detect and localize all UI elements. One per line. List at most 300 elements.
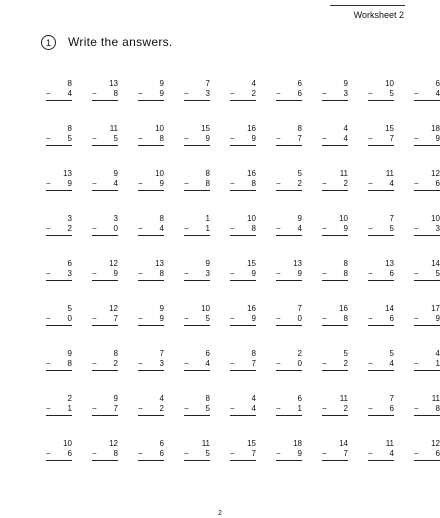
- answer-line[interactable]: [138, 404, 164, 416]
- subtraction-problem: [132, 169, 176, 214]
- answer-line[interactable]: [414, 134, 440, 146]
- minuend: 10: [385, 79, 394, 88]
- answer-line[interactable]: [368, 269, 394, 281]
- minuend: 16: [247, 124, 256, 133]
- answer-line[interactable]: [184, 134, 210, 146]
- minuend: 9: [67, 349, 72, 358]
- subtrahend: 5: [205, 404, 210, 413]
- answer-line[interactable]: [92, 314, 118, 326]
- minuend: 12: [431, 169, 440, 178]
- minuend: 6: [297, 79, 302, 88]
- answer-line[interactable]: [230, 224, 256, 236]
- minus-sign: −: [230, 449, 235, 458]
- subtraction-problem: [362, 394, 406, 439]
- minuend: 14: [431, 259, 440, 268]
- minus-sign: −: [184, 404, 189, 413]
- minus-sign: −: [368, 134, 373, 143]
- subtraction-problem: [270, 124, 314, 169]
- minuend: 2: [297, 349, 302, 358]
- subtraction-problem: [408, 124, 440, 169]
- page-number: 2: [218, 510, 222, 517]
- minuend: 11: [431, 394, 440, 403]
- minuend: 12: [109, 439, 118, 448]
- minus-sign: −: [92, 404, 97, 413]
- minuend: 11: [339, 394, 348, 403]
- subtrahend: 9: [159, 89, 164, 98]
- problem-grid: [40, 79, 440, 484]
- subtraction-problem: [40, 259, 84, 304]
- subtrahend: 3: [159, 359, 164, 368]
- subtraction-problem: [132, 304, 176, 349]
- minus-sign: −: [230, 89, 235, 98]
- minuend: 6: [159, 439, 164, 448]
- answer-line[interactable]: [322, 359, 348, 371]
- answer-line[interactable]: [230, 359, 256, 371]
- answer-line[interactable]: [368, 359, 394, 371]
- minus-sign: −: [184, 449, 189, 458]
- minuend: 6: [435, 79, 440, 88]
- minuend: 5: [67, 304, 72, 313]
- minus-sign: −: [322, 449, 327, 458]
- answer-line[interactable]: [138, 269, 164, 281]
- minuend: 4: [435, 349, 440, 358]
- subtrahend: 7: [113, 404, 118, 413]
- minus-sign: −: [92, 89, 97, 98]
- minus-sign: −: [230, 404, 235, 413]
- subtraction-problem: [408, 304, 440, 349]
- minus-sign: −: [322, 314, 327, 323]
- minus-sign: −: [138, 179, 143, 188]
- subtraction-problem: [316, 79, 360, 124]
- subtraction-problem: [132, 439, 176, 484]
- subtraction-problem: [408, 79, 440, 124]
- answer-line[interactable]: [276, 269, 302, 281]
- minuend: 5: [389, 349, 394, 358]
- subtrahend: 3: [435, 224, 440, 233]
- subtraction-problem: [40, 304, 84, 349]
- subtrahend: 9: [297, 449, 302, 458]
- minuend: 5: [297, 169, 302, 178]
- subtrahend: 9: [343, 224, 348, 233]
- answer-line[interactable]: [46, 314, 72, 326]
- minuend: 8: [67, 124, 72, 133]
- answer-line[interactable]: [46, 179, 72, 191]
- minuend: 18: [293, 439, 302, 448]
- minuend: 1: [205, 214, 210, 223]
- subtraction-problem: [316, 259, 360, 304]
- answer-line[interactable]: [322, 449, 348, 461]
- minus-sign: −: [138, 269, 143, 278]
- minuend: 10: [155, 124, 164, 133]
- minus-sign: −: [46, 269, 51, 278]
- answer-line[interactable]: [46, 449, 72, 461]
- subtrahend: 8: [159, 134, 164, 143]
- minuend: 9: [343, 79, 348, 88]
- subtraction-problem: [316, 124, 360, 169]
- answer-line[interactable]: [46, 269, 72, 281]
- minuend: 13: [63, 169, 72, 178]
- minus-sign: −: [322, 269, 327, 278]
- minuend: 12: [109, 259, 118, 268]
- answer-line[interactable]: [414, 224, 440, 236]
- minus-sign: −: [276, 269, 281, 278]
- subtraction-problem: [132, 259, 176, 304]
- minuend: 12: [109, 304, 118, 313]
- answer-line[interactable]: [92, 89, 118, 101]
- minus-sign: −: [230, 314, 235, 323]
- answer-line[interactable]: [184, 224, 210, 236]
- subtrahend: 8: [435, 404, 440, 413]
- subtraction-problem: [224, 304, 268, 349]
- subtrahend: 4: [251, 404, 256, 413]
- subtrahend: 8: [251, 179, 256, 188]
- minuend: 12: [431, 439, 440, 448]
- answer-line[interactable]: [184, 269, 210, 281]
- minuend: 8: [159, 214, 164, 223]
- subtraction-problem: [178, 79, 222, 124]
- subtraction-problem: [408, 394, 440, 439]
- answer-line[interactable]: [322, 134, 348, 146]
- answer-line[interactable]: [414, 449, 440, 461]
- subtraction-problem: [40, 79, 84, 124]
- answer-line[interactable]: [230, 314, 256, 326]
- subtrahend: 8: [343, 269, 348, 278]
- minus-sign: −: [322, 134, 327, 143]
- subtrahend: 6: [159, 449, 164, 458]
- minuend: 6: [205, 349, 210, 358]
- minuend: 9: [159, 79, 164, 88]
- answer-line[interactable]: [276, 314, 302, 326]
- minuend: 7: [297, 304, 302, 313]
- minuend: 8: [205, 169, 210, 178]
- problem-row: [40, 349, 440, 394]
- minus-sign: −: [368, 269, 373, 278]
- subtraction-problem: [86, 439, 130, 484]
- subtrahend: 1: [205, 224, 210, 233]
- answer-line[interactable]: [92, 179, 118, 191]
- subtrahend: 5: [389, 224, 394, 233]
- answer-line[interactable]: [276, 134, 302, 146]
- answer-line[interactable]: [92, 134, 118, 146]
- answer-line[interactable]: [368, 224, 394, 236]
- minus-sign: −: [276, 89, 281, 98]
- subtraction-problem: [270, 79, 314, 124]
- minus-sign: −: [368, 179, 373, 188]
- minuend: 16: [247, 304, 256, 313]
- answer-line[interactable]: [138, 359, 164, 371]
- answer-line[interactable]: [276, 404, 302, 416]
- minuend: 8: [205, 394, 210, 403]
- subtrahend: 9: [251, 269, 256, 278]
- subtrahend: 4: [435, 89, 440, 98]
- subtrahend: 9: [251, 134, 256, 143]
- answer-line[interactable]: [46, 404, 72, 416]
- minuend: 7: [389, 394, 394, 403]
- minuend: 11: [201, 439, 210, 448]
- answer-line[interactable]: [230, 269, 256, 281]
- answer-line[interactable]: [138, 224, 164, 236]
- answer-line[interactable]: [230, 404, 256, 416]
- answer-line[interactable]: [414, 89, 440, 101]
- answer-line[interactable]: [414, 359, 440, 371]
- answer-line[interactable]: [230, 134, 256, 146]
- subtrahend: 9: [205, 134, 210, 143]
- answer-line[interactable]: [92, 359, 118, 371]
- subtrahend: 2: [343, 179, 348, 188]
- subtraction-problem: [224, 439, 268, 484]
- minus-sign: −: [276, 179, 281, 188]
- minus-sign: −: [414, 449, 419, 458]
- subtrahend: 4: [67, 89, 72, 98]
- subtrahend: 9: [435, 134, 440, 143]
- answer-line[interactable]: [184, 179, 210, 191]
- minus-sign: −: [46, 404, 51, 413]
- minus-sign: −: [46, 449, 51, 458]
- minus-sign: −: [414, 134, 419, 143]
- answer-line[interactable]: [368, 449, 394, 461]
- subtrahend: 2: [343, 359, 348, 368]
- subtraction-problem: [408, 214, 440, 259]
- subtraction-problem: [132, 394, 176, 439]
- minuend: 8: [67, 79, 72, 88]
- answer-line[interactable]: [414, 404, 440, 416]
- answer-line[interactable]: [276, 359, 302, 371]
- subtraction-problem: [316, 394, 360, 439]
- answer-line[interactable]: [368, 314, 394, 326]
- answer-line[interactable]: [276, 449, 302, 461]
- subtraction-problem: [408, 349, 440, 394]
- subtrahend: 4: [159, 224, 164, 233]
- subtraction-problem: [224, 124, 268, 169]
- answer-line[interactable]: [230, 449, 256, 461]
- subtrahend: 5: [113, 134, 118, 143]
- minus-sign: −: [46, 359, 51, 368]
- subtraction-problem: [270, 439, 314, 484]
- answer-line[interactable]: [184, 89, 210, 101]
- minus-sign: −: [322, 359, 327, 368]
- minuend: 4: [251, 79, 256, 88]
- minus-sign: −: [138, 89, 143, 98]
- subtraction-problem: [40, 439, 84, 484]
- minuend: 13: [109, 79, 118, 88]
- minuend: 4: [251, 394, 256, 403]
- subtrahend: 4: [389, 449, 394, 458]
- minus-sign: −: [322, 89, 327, 98]
- minuend: 9: [113, 169, 118, 178]
- answer-line[interactable]: [138, 179, 164, 191]
- answer-line[interactable]: [184, 359, 210, 371]
- subtraction-problem: [270, 394, 314, 439]
- subtrahend: 5: [67, 134, 72, 143]
- subtrahend: 9: [67, 179, 72, 188]
- answer-line[interactable]: [276, 89, 302, 101]
- answer-line[interactable]: [322, 89, 348, 101]
- subtraction-problem: [86, 214, 130, 259]
- answer-line[interactable]: [138, 89, 164, 101]
- answer-line[interactable]: [138, 314, 164, 326]
- subtrahend: 8: [113, 449, 118, 458]
- minus-sign: −: [184, 314, 189, 323]
- subtrahend: 7: [389, 134, 394, 143]
- minus-sign: −: [138, 404, 143, 413]
- answer-line[interactable]: [368, 89, 394, 101]
- minus-sign: −: [276, 224, 281, 233]
- subtraction-problem: [132, 349, 176, 394]
- answer-line[interactable]: [322, 404, 348, 416]
- answer-line[interactable]: [46, 134, 72, 146]
- subtrahend: 6: [389, 314, 394, 323]
- subtrahend: 1: [297, 404, 302, 413]
- answer-line[interactable]: [46, 89, 72, 101]
- minus-sign: −: [46, 314, 51, 323]
- answer-line[interactable]: [368, 134, 394, 146]
- subtrahend: 9: [435, 314, 440, 323]
- subtrahend: 7: [343, 449, 348, 458]
- minuend: 10: [63, 439, 72, 448]
- answer-line[interactable]: [276, 179, 302, 191]
- subtraction-problem: [178, 394, 222, 439]
- answer-line[interactable]: [46, 359, 72, 371]
- answer-line[interactable]: [230, 179, 256, 191]
- answer-line[interactable]: [46, 224, 72, 236]
- minus-sign: −: [368, 314, 373, 323]
- subtraction-problem: [40, 214, 84, 259]
- minuend: 13: [293, 259, 302, 268]
- minus-sign: −: [184, 269, 189, 278]
- minus-sign: −: [414, 314, 419, 323]
- answer-line[interactable]: [414, 314, 440, 326]
- answer-line[interactable]: [322, 179, 348, 191]
- subtrahend: 0: [113, 224, 118, 233]
- minus-sign: −: [414, 224, 419, 233]
- subtrahend: 7: [251, 359, 256, 368]
- subtraction-problem: [270, 169, 314, 214]
- minus-sign: −: [92, 359, 97, 368]
- minus-sign: −: [276, 404, 281, 413]
- minus-sign: −: [46, 224, 51, 233]
- subtrahend: 8: [343, 314, 348, 323]
- minuend: 9: [205, 259, 210, 268]
- subtraction-problem: [224, 394, 268, 439]
- answer-line[interactable]: [414, 269, 440, 281]
- answer-line[interactable]: [322, 224, 348, 236]
- minuend: 11: [385, 169, 394, 178]
- subtrahend: 0: [67, 314, 72, 323]
- answer-line[interactable]: [414, 179, 440, 191]
- minus-sign: −: [276, 134, 281, 143]
- subtraction-problem: [86, 304, 130, 349]
- minus-sign: −: [368, 449, 373, 458]
- minus-sign: −: [368, 404, 373, 413]
- answer-line[interactable]: [368, 179, 394, 191]
- minus-sign: −: [46, 179, 51, 188]
- subtrahend: 8: [159, 269, 164, 278]
- subtrahend: 9: [113, 269, 118, 278]
- answer-line[interactable]: [184, 314, 210, 326]
- subtrahend: 6: [435, 179, 440, 188]
- subtrahend: 1: [67, 404, 72, 413]
- minus-sign: −: [322, 224, 327, 233]
- subtraction-problem: [178, 259, 222, 304]
- minus-sign: −: [414, 404, 419, 413]
- instruction-text: Write the answers.: [68, 35, 173, 49]
- subtraction-problem: [362, 259, 406, 304]
- minuend: 10: [431, 214, 440, 223]
- subtrahend: 9: [159, 179, 164, 188]
- subtraction-problem: [224, 259, 268, 304]
- minus-sign: −: [276, 314, 281, 323]
- answer-line[interactable]: [92, 404, 118, 416]
- subtrahend: 4: [389, 359, 394, 368]
- subtrahend: 4: [389, 179, 394, 188]
- subtraction-problem: [362, 439, 406, 484]
- answer-line[interactable]: [322, 269, 348, 281]
- minuend: 3: [113, 214, 118, 223]
- subtraction-problem: [40, 349, 84, 394]
- minuend: 11: [385, 439, 394, 448]
- subtraction-problem: [224, 349, 268, 394]
- subtrahend: 8: [251, 224, 256, 233]
- subtrahend: 5: [389, 89, 394, 98]
- subtraction-problem: [178, 169, 222, 214]
- subtrahend: 3: [205, 269, 210, 278]
- subtraction-problem: [362, 304, 406, 349]
- minus-sign: −: [138, 224, 143, 233]
- answer-line[interactable]: [368, 404, 394, 416]
- subtrahend: 3: [343, 89, 348, 98]
- answer-line[interactable]: [184, 404, 210, 416]
- answer-line[interactable]: [138, 449, 164, 461]
- answer-line[interactable]: [184, 449, 210, 461]
- answer-line[interactable]: [322, 314, 348, 326]
- subtrahend: 6: [297, 89, 302, 98]
- subtraction-problem: [362, 169, 406, 214]
- subtraction-problem: [362, 79, 406, 124]
- subtrahend: 4: [343, 134, 348, 143]
- answer-line[interactable]: [276, 224, 302, 236]
- subtrahend: 7: [297, 134, 302, 143]
- minus-sign: −: [138, 314, 143, 323]
- minuend: 13: [385, 259, 394, 268]
- subtrahend: 9: [297, 269, 302, 278]
- minus-sign: −: [414, 269, 419, 278]
- subtrahend: 6: [67, 449, 72, 458]
- subtrahend: 2: [113, 359, 118, 368]
- subtraction-problem: [40, 394, 84, 439]
- subtrahend: 3: [205, 89, 210, 98]
- minuend: 8: [251, 349, 256, 358]
- minuend: 9: [297, 214, 302, 223]
- minuend: 7: [205, 79, 210, 88]
- subtraction-problem: [316, 169, 360, 214]
- subtrahend: 8: [67, 359, 72, 368]
- answer-line[interactable]: [92, 269, 118, 281]
- answer-line[interactable]: [92, 449, 118, 461]
- subtrahend: 0: [297, 314, 302, 323]
- answer-line[interactable]: [92, 224, 118, 236]
- minus-sign: −: [92, 269, 97, 278]
- minuend: 4: [343, 124, 348, 133]
- subtraction-problem: [270, 304, 314, 349]
- subtrahend: 4: [205, 359, 210, 368]
- subtraction-problem: [224, 214, 268, 259]
- answer-line[interactable]: [138, 134, 164, 146]
- subtrahend: 6: [435, 449, 440, 458]
- subtraction-problem: [362, 214, 406, 259]
- minuend: 11: [339, 169, 348, 178]
- answer-line[interactable]: [230, 89, 256, 101]
- header-rule: [330, 5, 405, 6]
